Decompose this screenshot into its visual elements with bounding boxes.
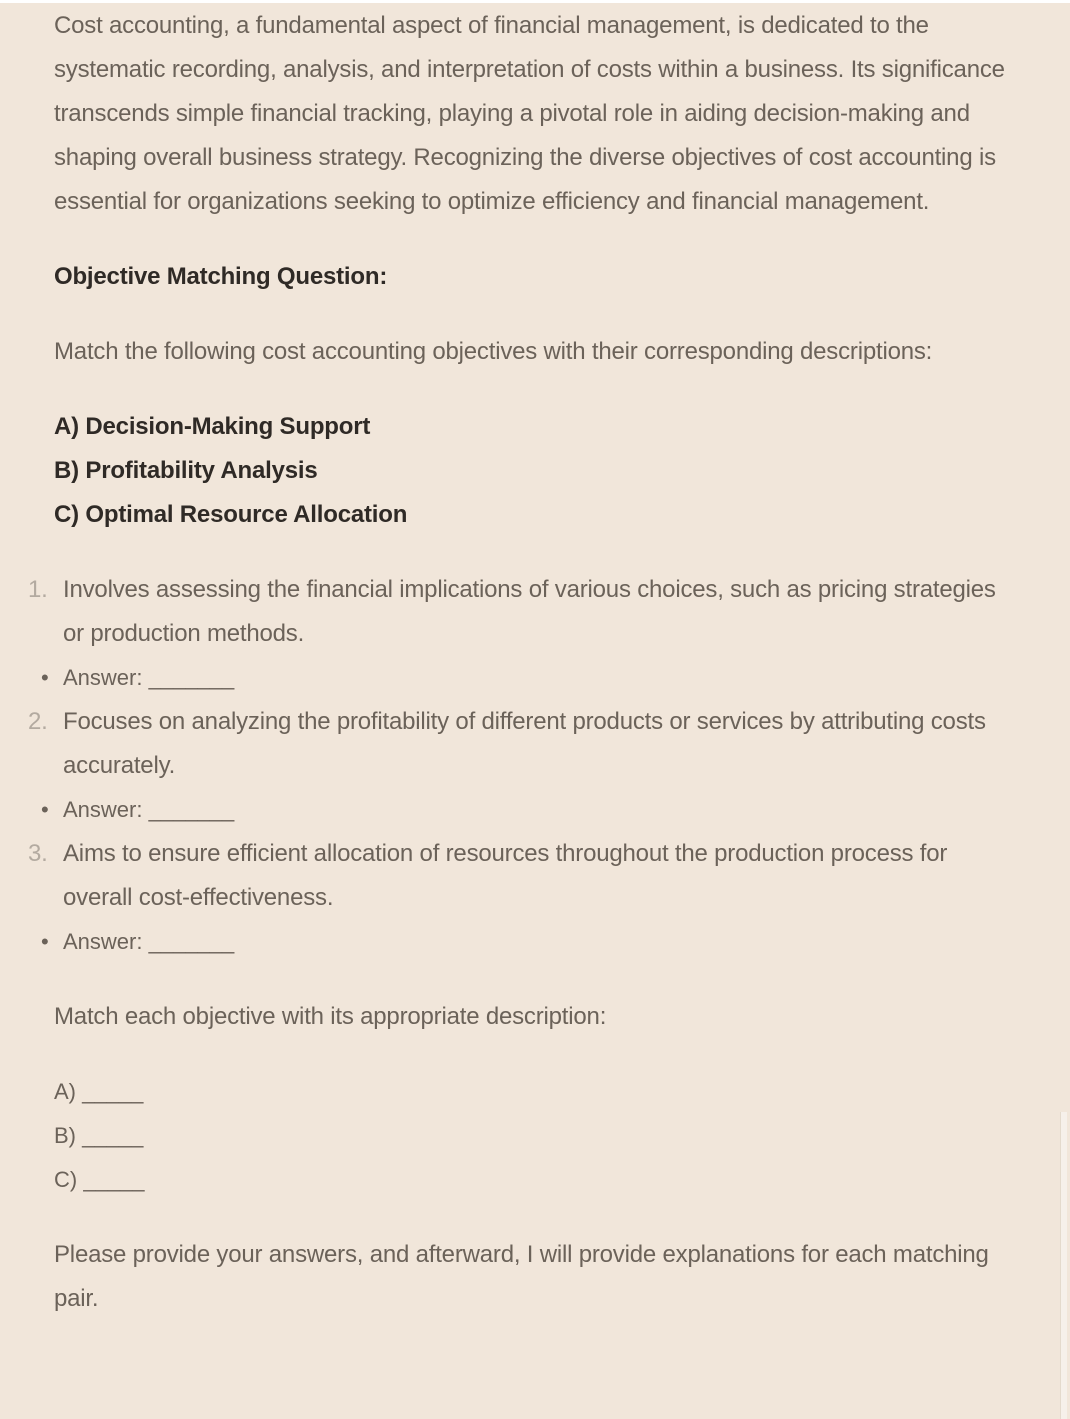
answer-slot-a <box>54 1070 1014 1114</box>
description-item-2 <box>28 700 1014 832</box>
list-number: 2. <box>28 708 48 735</box>
closing-paragraph: Please provide your answers, and afterward, I will provide explanations for each matching pair. <box>54 1241 989 1312</box>
answer-line <box>28 920 1014 964</box>
answer-blank: _______ <box>148 929 235 954</box>
answer-blank: _______ <box>148 797 235 822</box>
slot-label: B) <box>54 1123 76 1148</box>
instruction-paragraph: Match the following cost accounting objectives with their corresponding descriptions: <box>54 338 933 365</box>
list-number: 1. <box>28 576 48 603</box>
intro-paragraph: Cost accounting, a fundamental aspect of financial management, is dedicated to the systematic recording, analysis, and interpretation of costs within a business. Its significance transcends simple financial tracking, playing a pivotal role in aiding decision-making and shaping overall business strategy. Recognizing the diverse objectives of cost accounting is essential for organizations seeking to optimize efficiency and financial management. <box>54 12 1005 215</box>
objective-item-b: B) Profitability Analysis <box>54 457 318 484</box>
answer-slot-b <box>54 1114 1014 1158</box>
answer-slots <box>54 1070 1014 1202</box>
description-text: Focuses on analyzing the profitability of different products or services by attributing costs accurately. <box>63 708 986 779</box>
answer-label: Answer: <box>63 665 143 690</box>
objective-item-a: A) Decision-Making Support <box>54 413 371 440</box>
scrollbar-track[interactable] <box>1060 1112 1067 1419</box>
slot-label: C) <box>54 1167 78 1192</box>
objective-item-c: C) Optimal Resource Allocation <box>54 501 408 528</box>
description-text: Aims to ensure efficient allocation of resources throughout the production process for overall cost-effectiveness. <box>63 840 948 911</box>
list-number: 3. <box>28 840 48 867</box>
description-item-1 <box>28 568 1014 700</box>
description-text: Involves assessing the financial implications of various choices, such as pricing strategies or production methods. <box>63 576 996 647</box>
message-content <box>28 4 1014 1321</box>
bullet-icon: • <box>41 929 49 954</box>
slot-label: A) <box>54 1079 76 1104</box>
answer-slot-c <box>54 1158 1014 1202</box>
match-instruction: Match each objective with its appropriate description: <box>54 1003 607 1030</box>
description-item-3 <box>28 832 1014 964</box>
bullet-icon: • <box>41 665 49 690</box>
answer-line <box>28 656 1014 700</box>
slot-blank: _____ <box>82 1079 144 1104</box>
answer-blank: _______ <box>148 665 235 690</box>
objectives-list <box>54 405 1014 537</box>
slot-blank: _____ <box>83 1167 145 1192</box>
description-list <box>28 568 1014 964</box>
question-heading: Objective Matching Question: <box>54 263 388 290</box>
top-edge <box>0 0 1070 3</box>
answer-line <box>28 788 1014 832</box>
answer-label: Answer: <box>63 797 143 822</box>
slot-blank: _____ <box>82 1123 144 1148</box>
answer-label: Answer: <box>63 929 143 954</box>
bullet-icon: • <box>41 797 49 822</box>
